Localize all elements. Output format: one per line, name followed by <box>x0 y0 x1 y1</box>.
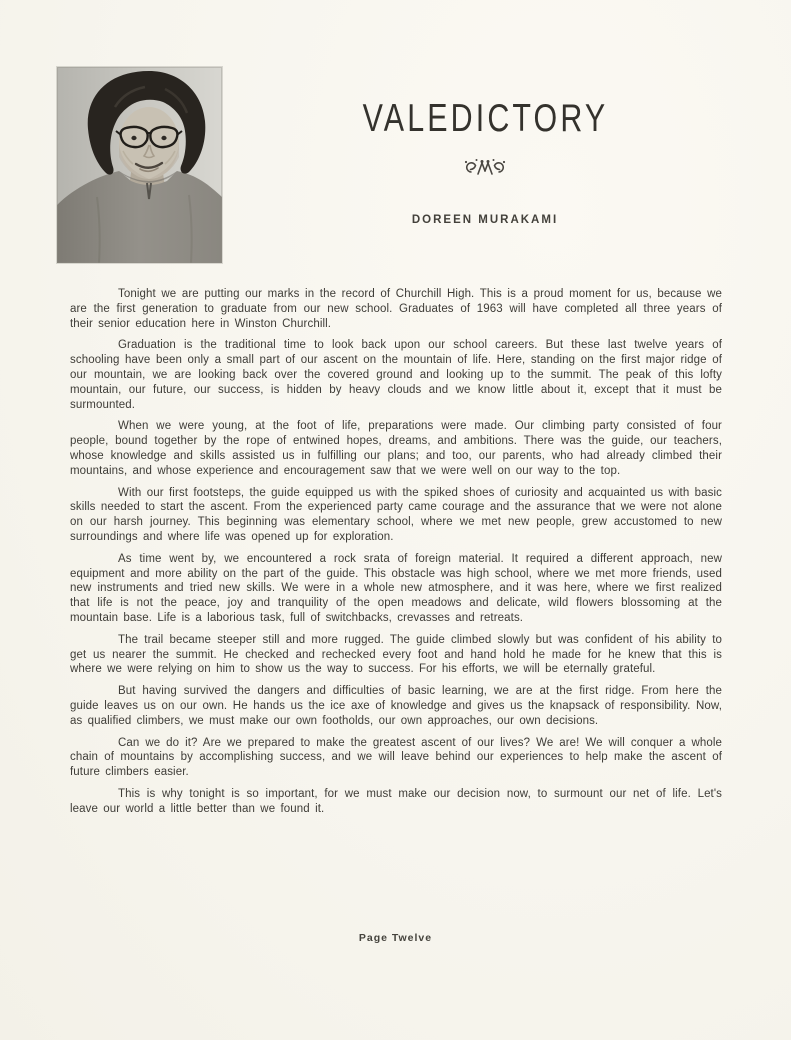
paragraph: Tonight we are putting our marks in the record of Churchill High. This is a proud moment for us, because we are the first generation to graduate from our new school. Graduates of 1963 will have completed all three years of their senior education here in Winston Churchill. <box>70 288 722 330</box>
graduate-portrait-photo <box>57 67 222 263</box>
paragraph: As time went by, we encountered a rock srata of foreign material. It required a different approach, new equipment and more ability on the part of the guide. This obstacle was high school, where we met more friends, used new instruments and tried new skills. We were in a whole new atmosphere, and it was here, where we first realized that life is not the peace, joy and tranquility of the open meadows and delicate, wild flowers blossoming at the mountain base. Life is a laborious task, full of switchbacks, crevasses and retreats. <box>70 552 722 624</box>
paragraph: With our first footsteps, the guide equipped us with the spiked shoes of curiosity and acquainted us with basic skills needed to start the ascent. From the experienced party came courage and the assurance that we were not alone on our harsh journey. This beginning was elementary school, where we met new people, grew accustomed to new surroundings and where life was opened up for exploration. <box>70 486 722 543</box>
page-header <box>240 98 730 226</box>
author-name: DOREEN MURAKAMI <box>411 214 559 226</box>
paragraph: When we were young, at the foot of life, preparations were made. Our climbing party consisted of four people, bound together by the rope of entwined hopes, dreams, and ambitions. There was the guide, our teachers, whose knowledge and skills assisted us in fulfilling our plans; and too, our parents, who had already climbed their mountains, and whose experience and encouragement saw that we were well on our way to the top. <box>70 420 722 477</box>
scroll-flourish-icon <box>240 156 730 180</box>
paragraph: Can we do it? Are we prepared to make the greatest ascent of our lives? We are! We will conquer a whole chain of mountains by accomplishing success, and we will leave behind our experiences to help make the ascent of future climbers easier. <box>70 736 722 779</box>
speech-body <box>70 287 722 824</box>
page-number-label: Page Twelve <box>358 932 433 944</box>
paragraph: Graduation is the traditional time to look back upon our school careers. But these last twelve years of schooling have been only a small part of our ascent on the mountain of life. Here, standing on the first major ridge of our mountain, we are looking back over the covered ground and looking up to the summit. The peak of this lofty mountain, our future, our success, is hidden by heavy clouds and we know little about it, except that it must be surmounted. <box>70 339 722 411</box>
paragraph: This is why tonight is so important, for we must make our decision now, to surmount our net of life. Let's leave our world a little better than we found it. <box>70 787 722 815</box>
paragraph: But having survived the dangers and difficulties of basic learning, we are at the first ridge. From here the guide leaves us on our own. He hands us the ice axe of knowledge and gives us the knapsack of responsibility. Now, as qualified climbers, we must make our own footholds, our own approaches, our own decisions. <box>70 685 722 727</box>
portrait-illustration <box>57 67 222 263</box>
page-title: VALEDICTORY <box>362 97 608 140</box>
paragraph: The trail became steeper still and more rugged. The guide climbed slowly but was confident of his ability to get us nearer the summit. He checked and rechecked every foot and hand hold he made for he knew that this is where we were relying on him to show us the way to success. For his efforts, we will be eternally grateful. <box>70 633 722 676</box>
